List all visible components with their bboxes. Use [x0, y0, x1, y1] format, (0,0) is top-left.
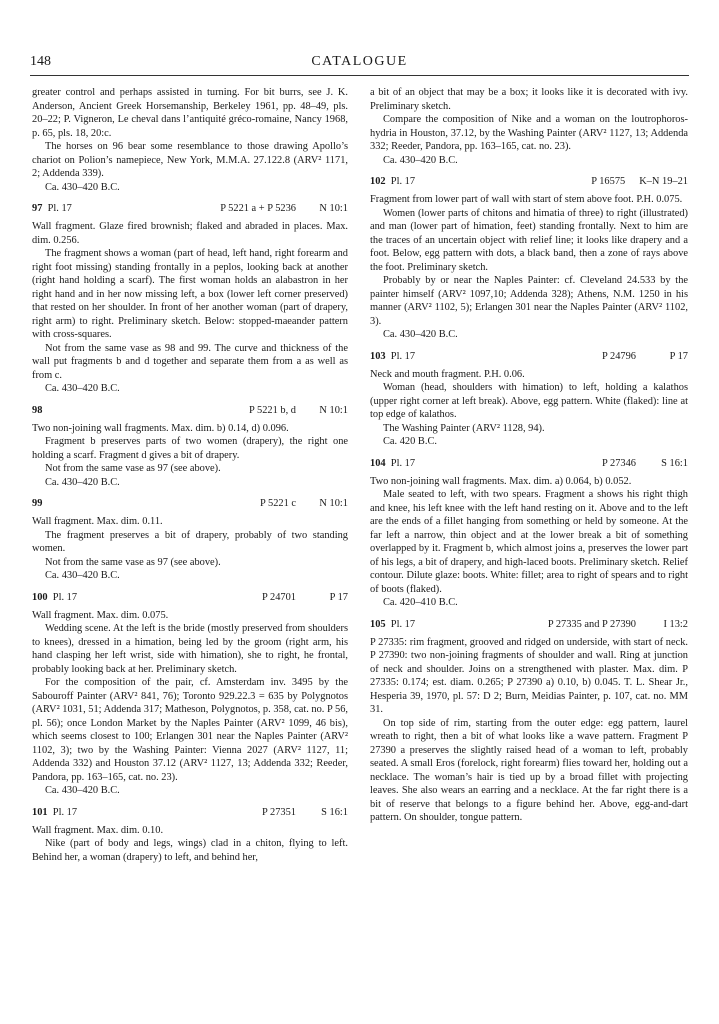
entry-paragraph: Male seated to left, with two spears. Fragment a shows his right thigh and knee, his left knee with the left hand resting on it. Above and to the left are the ends of a fillet hanging from something or held by someone. At the far left a narrow, thin object and at the lower break a bit of something overlapped by it. Fragment b, which almost joins a, preserves the lower part of his legs, a bit of drapery, and high-laced boots. Preliminary sketch. Relief contour. Dilute glaze: boots. White: fillet; area to right of spears and to right of boots (flaked). — [370, 489, 688, 595]
entry-paragraph: Neck and mouth fragment. P.H. 0.06. — [370, 368, 525, 380]
entry-grid: S 16:1 — [321, 806, 348, 818]
entry-paragraph: Women (lower parts of chitons and himatia of three) to right (illustrated) and man (lower part of himation, feet) standing frontally. Next to him are the traces of an uncertain object with relief line; it looks like drapery and a foot. Below, egg pattern with dots, a black band, then a zone of rays above the foot. Preliminary sketch. — [370, 207, 688, 273]
entry-paragraph: Not from the same vase as 97 (see above). — [45, 556, 221, 568]
entry-paragraph: On top side of rim, starting from the outer edge: egg pattern, laurel wreath to right, then a bit of what looks like a wave pattern. Fragment P 27390 a preserves the slightly raised head of a woman to left, probably seated. A small Eros (forelock, right forearm) flies toward her, holding out a necklace. The woman’s hair is tied up by a broad fillet with projecting leaves. She also wears an earring and a necklace. At the far right there is a bit of reserve that belongs to a figure behind her. Above, egg-and-dart pattern. On shoulder, tongue pattern. — [370, 717, 688, 823]
entry-date: Ca. 430–420 B.C. — [45, 570, 120, 581]
continuation-paragraph: a bit of an object that may be a box; it looks like it is decorated with ivy. Preliminary sketch. — [370, 87, 688, 112]
entry-date: Ca. 430–420 B.C. — [45, 383, 120, 394]
catalogue-entry — [32, 497, 348, 583]
entry-date: Ca. 430–420 B.C. — [383, 329, 458, 340]
intro-date: Ca. 430–420 B.C. — [45, 181, 120, 193]
entry-number: 103 — [370, 350, 386, 362]
entry-grid: K–N 19–21 — [639, 176, 688, 187]
page-number: 148 — [30, 54, 51, 69]
entry-grid: S 16:1 — [661, 457, 688, 469]
entry-heading — [370, 618, 688, 632]
entry-grid: P 17 — [669, 350, 688, 362]
entry-heading — [370, 175, 688, 189]
entry-date: Ca. 420 B.C. — [383, 436, 437, 447]
entry-number: 101 — [32, 806, 48, 818]
entry-paragraph: Wall fragment. Max. dim. 0.11. — [32, 516, 163, 527]
entry-paragraph: Probably by or near the Naples Painter: cf. Cleveland 24.533 by the painter himself (ARV² 1097,10; Addenda 328); Athens, N.M. 1250 in his manner (ARV² 1102, 5); Erlangen 301 near the Naples Painter (ARV² 1102, 3). — [370, 275, 688, 327]
catalogue-entry — [370, 618, 688, 825]
entry-paragraph: Wedding scene. At the left is the bride (mostly preserved from shoulders to knees), dressed in a himation, being led by the groom (right arm, his hand clasping her left wrist, side with himation), she to right, he frontal, probably looking back at her. Preliminary sketch. — [32, 623, 348, 675]
entry-inventory: P 27335 and P 27390 — [547, 618, 636, 630]
running-title: CATALOGUE — [311, 54, 408, 69]
entry-number: 98 — [32, 404, 43, 416]
entry-plate: Pl. 17 — [47, 203, 72, 214]
entry-grid: P 17 — [329, 591, 348, 603]
entry-number: 99 — [32, 498, 43, 509]
entry-heading — [32, 202, 348, 216]
entry-inventory: P 24701 — [262, 591, 296, 603]
catalogue-entry — [32, 202, 348, 396]
entry-plate: Pl. 17 — [390, 618, 416, 630]
entry-inventory: P 27346 — [602, 457, 636, 469]
entry-number: 100 — [32, 591, 48, 603]
entry-plate: Pl. 17 — [390, 457, 416, 469]
entry-date: Ca. 420–410 B.C. — [383, 597, 458, 608]
entry-date: Ca. 430–420 B.C. — [45, 785, 120, 796]
catalogue-entry — [32, 591, 348, 798]
entry-number: 97 — [32, 203, 43, 214]
entry-paragraph: Two non-joining wall fragments. Max. dim. a) 0.064, b) 0.052. — [370, 475, 632, 487]
catalogue-entry — [32, 404, 348, 490]
entry-paragraph: Two non-joining wall fragments. Max. dim. b) 0.14, d) 0.096. — [32, 422, 289, 434]
entry-number: 102 — [370, 176, 386, 187]
catalogue-entry — [370, 175, 688, 342]
entry-paragraph: Not from the same vase as 98 and 99. The curve and thickness of the wall put fragments b and d together and separate them from a as well as from c. — [32, 342, 348, 381]
entry-paragraph: The fragment preserves a bit of drapery, probably of two standing women. — [32, 529, 348, 554]
entry-date: Ca. 430–420 B.C. — [45, 476, 120, 488]
entry-paragraph: Fragment from lower part of wall with start of stem above foot. P.H. 0.075. — [370, 194, 683, 205]
entry-heading — [32, 806, 348, 820]
entry-plate: Pl. 17 — [390, 176, 416, 187]
continuation-date: Ca. 430–420 B.C. — [383, 154, 458, 166]
entry-grid: N 10:1 — [319, 404, 348, 416]
entry-paragraph: Not from the same vase as 97 (see above). — [45, 463, 221, 474]
entry-inventory: P 5221 a + P 5236 — [220, 203, 296, 214]
entry-paragraph: Nike (part of body and legs, wings) clad in a chiton, flying to left. Behind her, a woman (drapery) to left, and behind her, — [32, 838, 348, 863]
entry-paragraph: Wall fragment. Max. dim. 0.10. — [32, 824, 164, 836]
entry-number: 105 — [370, 618, 386, 630]
entry-plate: Pl. 17 — [52, 806, 78, 818]
entry-heading — [370, 350, 688, 364]
continuation-paragraph: Compare the composition of Nike and a woman on the loutrophoros-hydria in Houston, 37.12, by the Washing Painter (ARV² 1127, 13; Addenda 332; Reeder, Pandora, pp. 163–165, cat. no. 23). — [370, 114, 688, 152]
entry-paragraph: Wall fragment. Max. dim. 0.075. — [32, 609, 169, 621]
catalogue-entry — [32, 806, 348, 865]
entry-inventory: P 27351 — [262, 806, 296, 818]
entry-plate: Pl. 17 — [390, 350, 416, 362]
entry-heading — [32, 591, 348, 605]
intro-paragraph: greater control and perhaps assisted in turning. For bit burrs, see J. K. Anderson, Ancient Greek Horsemanship, Berkeley 1961, pp. 48–49, pls. 20–22; P. Vigneron, Le cheval dans l’antiquité gréco-romaine, Nancy 1968, p. 65, pls. 18, 20:c. — [32, 87, 348, 139]
entry-paragraph: The fragment shows a woman (part of head, left hand, right forearm and right foot missing) standing frontally in a peplos, looking back at another (right hand holding a scarf). The first woman holds an alabastron in her right hand and in her now missing left, a box (lower left corner preserved) that rested on her shoulder. In front of her another woman (part of drapery, right arm) to right. Preliminary sketch. Below: stopped-maeander pattern with cross-squares. — [32, 248, 348, 340]
header-rule — [30, 75, 689, 76]
entry-grid: N 10:1 — [319, 498, 348, 509]
left-column — [32, 86, 348, 864]
entry-inventory: P 24796 — [602, 350, 636, 362]
entry-number: 104 — [370, 457, 386, 469]
entry-paragraph: Wall fragment. Glaze fired brownish; flaked and abraded in places. Max. dim. 0.256. — [32, 221, 348, 246]
entry-heading — [370, 457, 688, 471]
entry-paragraph: Woman (head, shoulders with himation) to left, holding a kalathos (upper right corner at left break). Above, egg pattern. White (flaked): line at top edge of kalathos. — [370, 382, 688, 420]
entry-heading — [32, 404, 348, 418]
page-header — [30, 54, 689, 74]
entry-paragraph: P 27335: rim fragment, grooved and ridged on underside, with start of neck. P 27390: two non-joining fragments of shoulder and wall. Ring at junction of neck and shoulder. Joins on a strengthened with plaster. Max. dim. P 27335: 0.174; est. diam. 0.265; P 27390 a) 0.10, b) 0.045. T. L. Shear Jr., Hesperia 39, 1970, pl. 57: D 2; Burn, Meidias Painter, p. 107, cat. no. MM 31. — [370, 636, 688, 715]
intro-paragraph: The horses on 96 bear some resemblance to those drawing Apollo’s chariot on Polion’s namepiece, New York, M.M.A. 27.122.8 (ARV² 1171, 2; Addenda 339). — [32, 141, 348, 179]
entry-paragraph: For the composition of the pair, cf. Amsterdam inv. 3495 by the Sabouroff Painter (ARV² 841, 76); Toronto 929.22.3 = 635 by Polygnotos (ARV² 1031, 51; Addenda 317; Matheson, Polygnotos, p. 358, cat. no. P 56, pl. 56); once London Market by the Naples Painter (ARV² 1099, 46 bis), which seems closest to 100; Erlangen 301 near the Naples Painter (ARV² 1102, 3); two by the Washing Painter: Vienna 2027 (ARV² 1127, 11; Addenda 332) and Houston 37.12 (ARV² 1127, 13; Addenda 332; Reeder, Pandora, pp. 163–165, cat. no. 23). — [32, 677, 348, 783]
entry-heading — [32, 497, 348, 511]
entry-paragraph: Fragment b preserves parts of two women (drapery), the right one holding a scarf. Fragment d gives a bit of drapery. — [32, 436, 348, 461]
entry-paragraph: The Washing Painter (ARV² 1128, 94). — [383, 422, 545, 434]
intro-block — [32, 86, 348, 194]
entry-inventory: P 16575 — [591, 176, 626, 187]
entry-plate: Pl. 17 — [52, 591, 78, 603]
entry-grid: I 13:2 — [663, 618, 688, 630]
entry-inventory: P 5221 b, d — [249, 404, 296, 416]
catalogue-entry — [370, 350, 688, 449]
continuation-block — [370, 86, 688, 167]
catalogue-entry — [370, 457, 688, 610]
right-column — [370, 86, 688, 825]
entry-inventory: P 5221 c — [260, 498, 296, 509]
entry-grid: N 10:1 — [319, 203, 348, 214]
